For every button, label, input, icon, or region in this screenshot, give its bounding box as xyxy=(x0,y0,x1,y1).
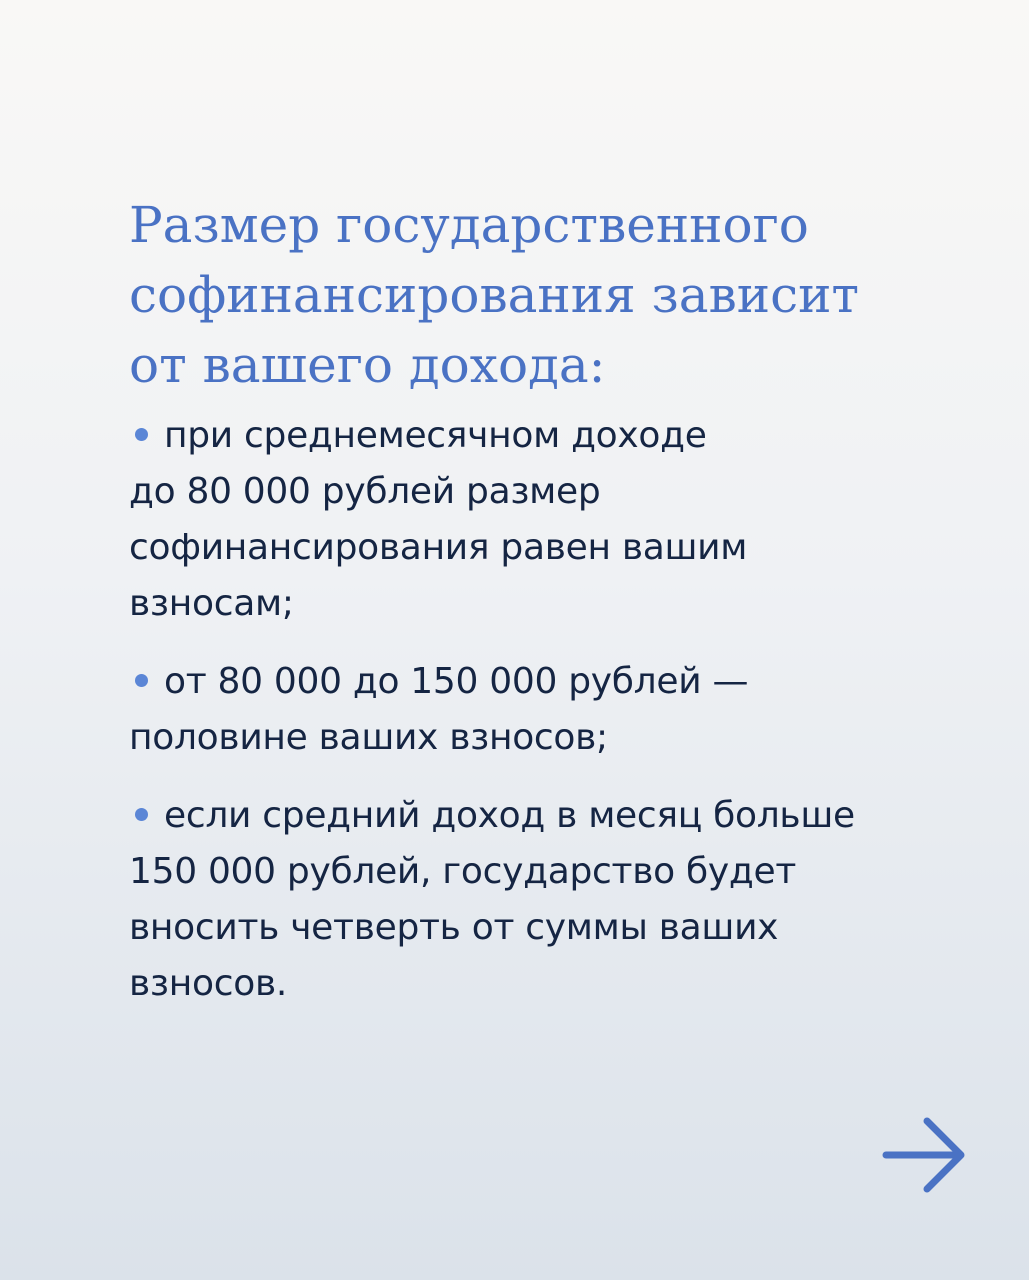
list-item-line: взносам; xyxy=(129,583,294,624)
list-item xyxy=(129,654,989,766)
list-item-text: если средний доход в месяц больше xyxy=(164,795,855,836)
list-item-line xyxy=(129,788,989,844)
bullet-icon xyxy=(135,674,148,687)
bullet-icon xyxy=(135,808,148,821)
slide-title xyxy=(129,190,949,400)
title-line: софинансирования зависит xyxy=(129,266,860,324)
list-item-text: от 80 000 до 150 000 рублей — xyxy=(164,661,749,702)
condition-list xyxy=(129,408,989,1034)
arrow-right-icon xyxy=(882,1116,966,1194)
list-item-line: половине ваших взносов; xyxy=(129,717,608,758)
list-item xyxy=(129,788,989,1012)
list-item-line: софинансирования равен вашим xyxy=(129,527,748,568)
list-item-line: до 80 000 рублей размер xyxy=(129,471,601,512)
list-item-line xyxy=(129,408,989,464)
list-item-line: 150 000 рублей, государство будет xyxy=(129,851,797,892)
title-line: Размер государственного xyxy=(129,196,809,254)
list-item xyxy=(129,408,989,632)
next-arrow-button[interactable] xyxy=(882,1116,966,1194)
list-item-text: при среднемесячном доходе xyxy=(164,415,707,456)
list-item-line: взносов. xyxy=(129,963,288,1004)
bullet-icon xyxy=(135,428,148,441)
title-line: от вашего дохода: xyxy=(129,336,606,394)
list-item-line: вносить четверть от суммы ваших xyxy=(129,907,779,948)
list-item-line xyxy=(129,654,989,710)
